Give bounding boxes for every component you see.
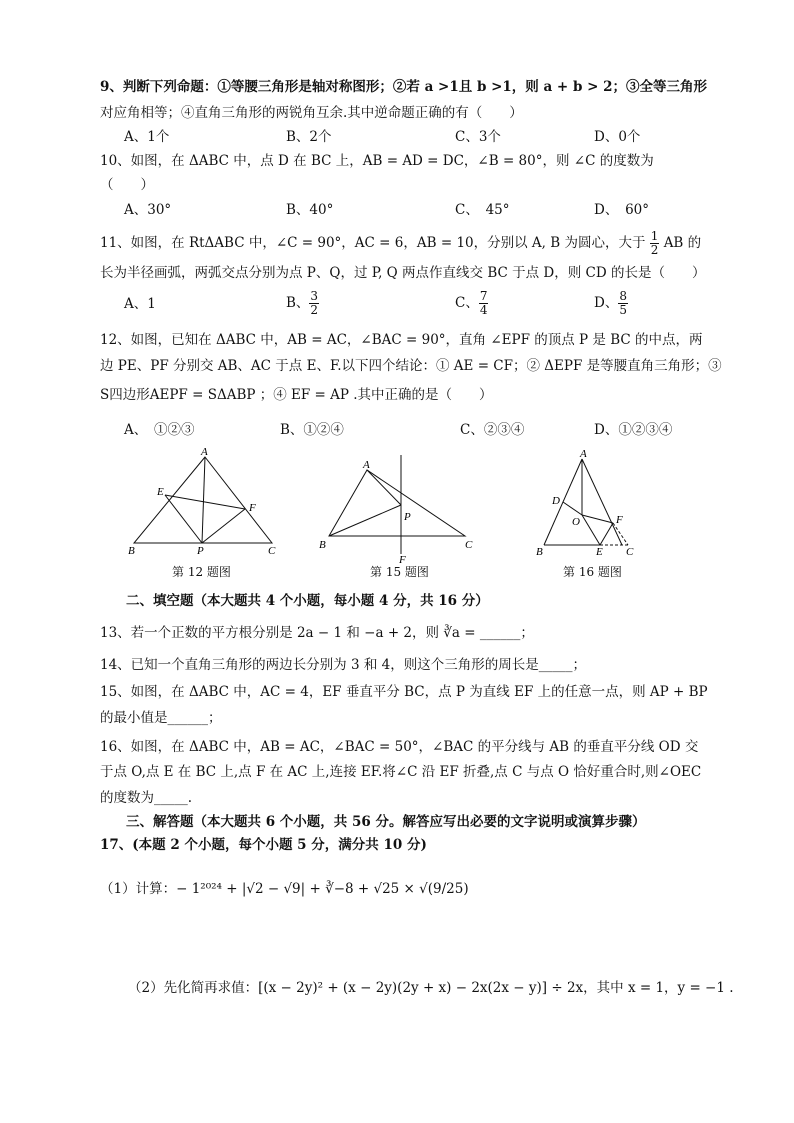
q15-line2: 的最小值是______； [100,710,222,726]
q11-half-fraction: $\frac{1}{2}$ [650,229,659,257]
fig16-label-c: C [626,546,634,558]
q17-title: 17、(本题 2 个小题，每个小题 5 分，满分共 10 分) [100,837,427,853]
q12-option-d: D、①②③④ [594,422,673,438]
fig15-label-c: C [465,539,473,551]
fig16-label-e: E [596,546,603,558]
fig16-label-d: D [552,495,560,507]
fig12-label-e: E [157,486,164,498]
q10-option-b: B、40° [286,202,334,218]
q10-line2: （ ） [100,177,154,193]
q10-option-c: C、 45° [455,202,510,218]
q9-option-a: A、1个 [124,129,170,145]
q12-line1: 12、如图，已知在 ΔABC 中，AB = AC，∠BAC = 90°，直角 ∠EPF 的顶点 P 是 BC 的中点，两 [100,332,703,348]
q12-option-b: B、①②④ [280,422,344,438]
fig16-label-b: B [536,546,543,558]
fig16-label-a: A [580,448,587,460]
q10-option-d: D、 60° [594,202,650,218]
q11-option-a: A、1 [124,296,156,312]
q16-line2: 于点 O,点 E 在 BC 上,点 F 在 AC 上,连接 EF.将∠C 沿 EF 折叠,点 C 与点 O 恰好重合时,则∠OEC [100,764,702,780]
section2-title: 二、填空题（本大题共 4 个小题，每小题 4 分，共 16 分） [126,593,489,609]
fig12-caption: 第 12 题图 [172,565,231,579]
fig15-label-b: B [319,539,326,551]
q10-line1: 10、如图，在 ΔABC 中，点 D 在 BC 上，AB = AD = DC，∠B = 80°，则 ∠C 的度数为 [100,153,654,169]
fig16-label-o: O [572,516,580,528]
q11-line2: 长为半径画弧，两弧交点分别为点 P、Q，过 P, Q 两点作直线交 BC 于点 D，则 CD 的长是（ ） [100,265,706,281]
fig16-label-f: F [616,514,623,526]
q9-option-d: D、0个 [594,129,641,145]
fig15-label-a: A [363,459,370,471]
fig12-label-p: P [197,545,204,557]
q13-text: 13、若一个正数的平方根分别是 2a − 1 和 −a + 2，则 ∛a = ______； [100,625,534,641]
q12-option-a: A、 ①②③ [124,422,195,438]
fig15-caption: 第 15 题图 [370,565,429,579]
fig16-caption: 第 16 题图 [563,565,622,579]
fig15-label-f: F [399,554,406,565]
q11-line1: 11、如图，在 RtΔABC 中，∠C = 90°，AC = 6，AB = 10，分别以 A, B 为圆心，大于 $\frac{1}{2}$ AB 的 [100,229,702,257]
q11-option-b: B、 $\frac{3}{2}$ [286,289,319,317]
q14-text: 14、已知一个直角三角形的两边长分别为 3 和 4，则这个三角形的周长是_____； [100,657,586,673]
figure-15 [315,450,485,565]
q10-option-a: A、30° [124,202,172,218]
q12-line2: 边 PE、PF 分别交 AB、AC 于点 E、F.以下四个结论：① AE = CF；② ΔEPF 是等腰直角三角形；③ [100,358,722,374]
q12-option-c: C、②③④ [460,422,525,438]
q11-option-c: C、 $\frac{7}{4}$ [455,289,488,317]
figure-12 [120,445,290,560]
figure-16 [530,447,650,562]
q9-option-b: B、2个 [286,129,332,145]
fig12-label-c: C [268,545,276,557]
q9-option-c: C、3个 [455,129,501,145]
fig12-label-f: F [249,502,256,514]
q17-part1: （1）计算：− 1²⁰²⁴ + |√2 − √9| + ∛−8 + √25 × √(9/25) [100,881,469,897]
q17-part2: （2）先化简再求值：[(x − 2y)² + (x − 2y)(2y + x) − 2x(2x − y)] ÷ 2x，其中 x = 1，y = −1 . [128,980,734,996]
q12-line3: S四边形AEPF = SΔABP ；④ EF = AP .其中正确的是（ ） [100,387,493,403]
q16-line3: 的度数为_____. [100,790,193,806]
q9-line2: 对应角相等；④直角三角形的两锐角互余.其中逆命题正确的有（ ） [100,105,523,121]
fig12-label-b: B [128,545,135,557]
q9-line1: 9、判断下列命题：①等腰三角形是轴对称图形；②若 a >1且 b >1，则 a + b > 2；③全等三角形 [100,79,707,95]
q15-line1: 15、如图，在 ΔABC 中，AC = 4，EF 垂直平分 BC，点 P 为直线 EF 上的任意一点，则 AP + BP [100,684,708,700]
q16-line1: 16、如图，在 ΔABC 中，AB = AC，∠BAC = 50°，∠BAC 的平分线与 AB 的垂直平分线 OD 交 [100,739,699,755]
q11-option-d: D、 $\frac{8}{5}$ [594,289,627,317]
section3-title: 三、解答题（本大题共 6 个小题，共 56 分。解答应写出必要的文字说明或演算步骤） [126,814,646,830]
fig15-label-p: P [404,511,411,523]
fig12-label-a: A [201,446,208,458]
